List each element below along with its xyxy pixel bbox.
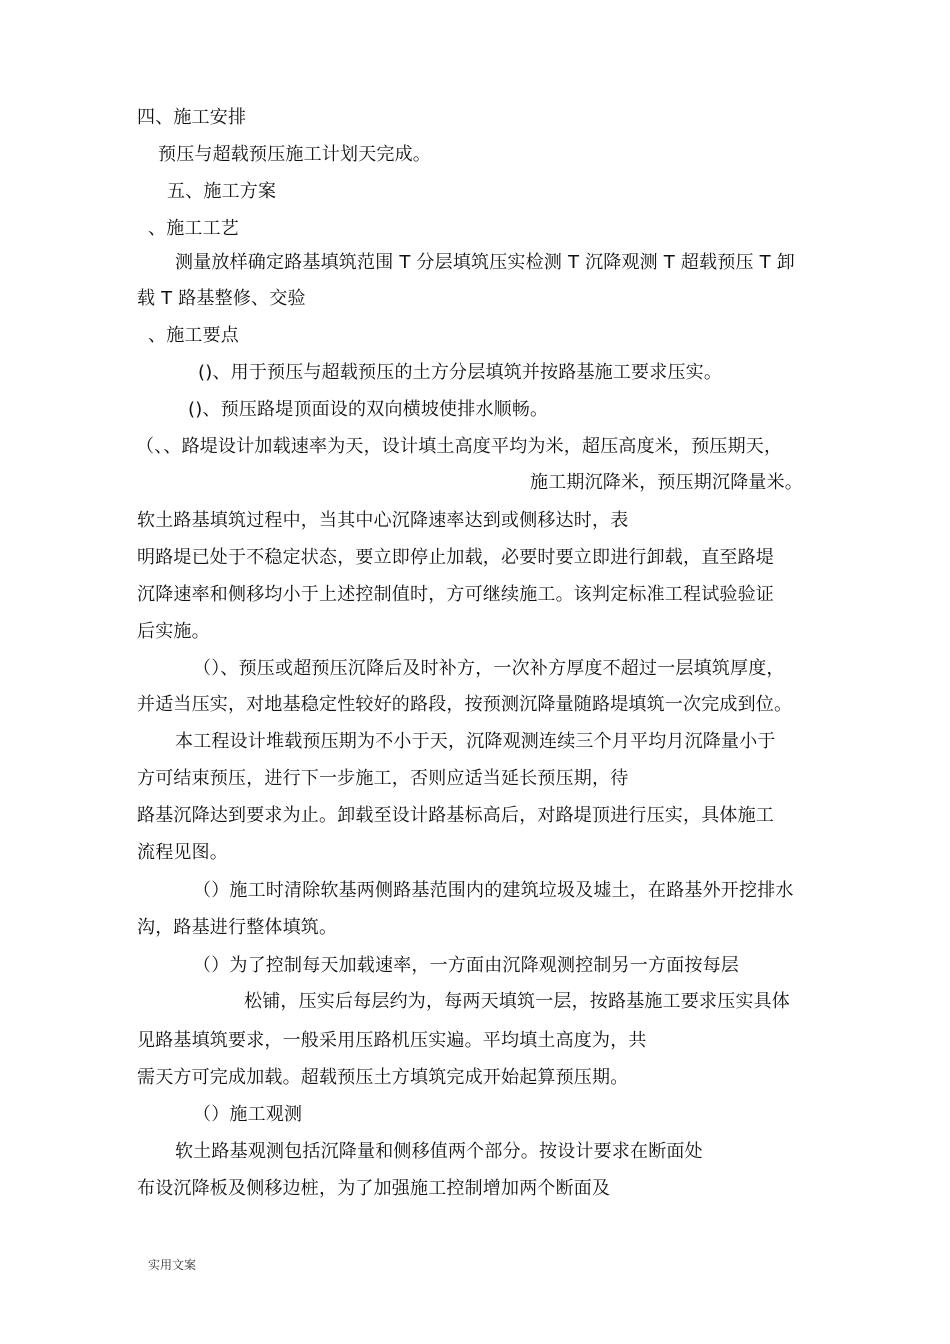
- paragraph-line: 路基沉降达到要求为止。卸载至设计路基标高后，对路堤顶进行压实，具体施工: [137, 805, 774, 826]
- paragraph-line: 本工程设计堆载预压期为不小于天，沉降观测连续三个月平均月沉降量小于: [175, 731, 776, 752]
- paragraph-line: 软土路基填筑过程中，当其中心沉降速率达到或侧移达时，表: [137, 510, 629, 531]
- paragraph-line: 软土路基观测包括沉降量和侧移值两个部分。按设计要求在断面处: [175, 1141, 703, 1162]
- subheading-construction-process: 、施工工艺: [148, 218, 239, 239]
- paragraph-line: 测量放样确定路基填筑范围 T 分层填筑压实检测 T 沉降观测 T 超载预压 T 卸: [175, 252, 795, 273]
- paragraph-line: 松铺，压实后每层约为，每两天填筑一层，按路基施工要求压实具体: [244, 991, 790, 1012]
- section-heading-construction-plan: 五、施工方案: [167, 181, 277, 202]
- paragraph-line: 施工期沉降米，预压期沉降量米。: [530, 472, 803, 493]
- paragraph-line: 并适当压实，对地基稳定性较好的路段，按预测沉降量随路堤填筑一次完成到位。: [137, 694, 793, 715]
- paragraph-line: 沉降速率和侧移均小于上述控制值时，方可继续施工。该判定标准工程试验验证: [137, 584, 774, 605]
- paragraph-line: 预压与超载预压施工计划天完成。: [158, 144, 431, 165]
- paragraph-line: 布设沉降板及侧移边桩，为了加强施工控制增加两个断面及: [137, 1178, 611, 1199]
- paragraph-line: 流程见图。: [137, 842, 228, 863]
- paragraph-line: 方可结束预压，进行下一步施工，否则应适当延长预压期，待: [137, 768, 629, 789]
- paragraph-line: 载 T 路基整修、交验: [137, 288, 306, 309]
- paragraph-line: 沟，路基进行整体填筑。: [137, 917, 338, 938]
- list-item: ()、预压路堤顶面设的双向横坡使排水顺畅。: [188, 399, 549, 420]
- list-item: （）、预压或超预压沉降后及时补方，一次补方厚度不超过一层填筑厚度，: [193, 658, 785, 679]
- subheading-construction-observation: （）施工观测: [193, 1104, 303, 1125]
- paragraph-line: 明路堤已处于不稳定状态，要立即停止加载，必要时要立即进行卸载，直至路堤: [137, 547, 774, 568]
- subheading-construction-points: 、施工要点: [148, 325, 239, 346]
- section-heading-construction-schedule: 四、施工安排: [137, 107, 247, 128]
- paragraph-line: 见路基填筑要求，一般采用压路机压实遍。平均填土高度为，共: [137, 1030, 647, 1051]
- list-item: （）为了控制每天加载速率，一方面由沉降观测控制另一方面按每层: [193, 955, 739, 976]
- list-item: ()、用于预压与超载预压的土方分层填筑并按路基施工要求压实。: [198, 362, 723, 383]
- list-item: （）施工时清除软基两侧路基范围内的建筑垃圾及墟土，在路基外开挖排水: [193, 880, 794, 901]
- paragraph-line: 后实施。: [137, 621, 210, 642]
- page-footer: 实用文案: [148, 1258, 197, 1272]
- list-item: （、、路堤设计加载速率为天，设计填土高度平均为米，超压高度米，预压期天，: [136, 436, 783, 457]
- paragraph-line: 需天方可完成加载。超载预压土方填筑完成开始起算预压期。: [137, 1067, 629, 1088]
